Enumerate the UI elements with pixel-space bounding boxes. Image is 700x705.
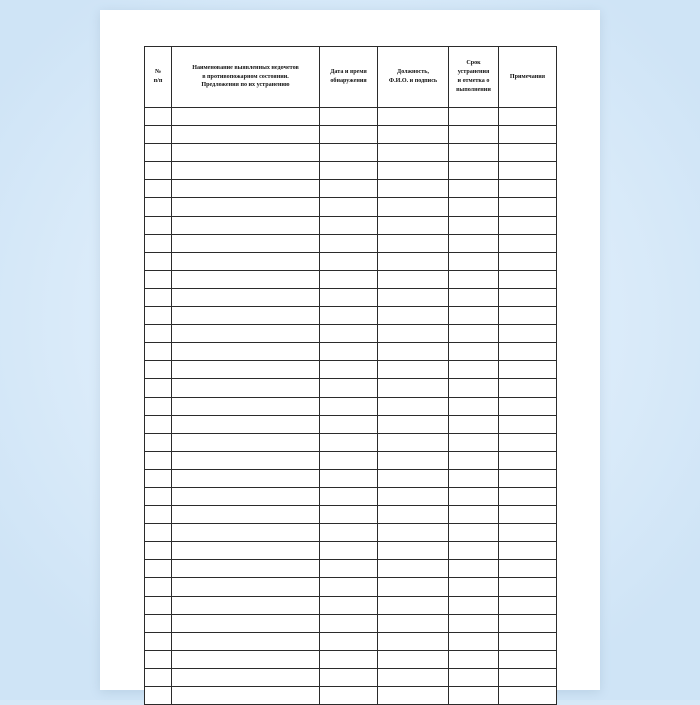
column-header-person-line2: Ф.И.О. и подпись xyxy=(388,78,438,84)
sheet-content xyxy=(144,46,556,705)
table-cell-deadline[interactable] xyxy=(449,343,499,361)
table-cell-description[interactable] xyxy=(172,506,320,524)
table-cell-description[interactable] xyxy=(172,650,320,668)
table-cell-datetime[interactable] xyxy=(320,632,378,650)
table-cell-num[interactable] xyxy=(145,144,172,162)
table-cell-notes[interactable] xyxy=(499,668,557,686)
table-cell-person[interactable] xyxy=(378,687,449,705)
table-cell-description[interactable] xyxy=(172,198,320,216)
table-cell-deadline[interactable] xyxy=(449,198,499,216)
table-cell-person[interactable] xyxy=(378,451,449,469)
table-cell-person[interactable] xyxy=(378,343,449,361)
table-cell-notes[interactable] xyxy=(499,162,557,180)
table-cell-description[interactable] xyxy=(172,216,320,234)
table-cell-datetime[interactable] xyxy=(320,288,378,306)
column-header-description-line1: Наименование выявленных недочетов xyxy=(192,64,299,71)
table-cell-datetime[interactable] xyxy=(320,252,378,270)
table-row[interactable] xyxy=(145,596,557,614)
table-cell-description[interactable] xyxy=(172,614,320,632)
table-cell-datetime[interactable] xyxy=(320,343,378,361)
table-cell-notes[interactable] xyxy=(499,451,557,469)
table-cell-num[interactable] xyxy=(145,108,172,126)
table-cell-num[interactable] xyxy=(145,687,172,705)
table-cell-deadline[interactable] xyxy=(449,397,499,415)
table-cell-datetime[interactable] xyxy=(320,560,378,578)
table-row[interactable] xyxy=(145,524,557,542)
table-cell-notes[interactable] xyxy=(499,270,557,288)
table-cell-notes[interactable] xyxy=(499,415,557,433)
table-cell-notes[interactable] xyxy=(499,307,557,325)
table-cell-datetime[interactable] xyxy=(320,668,378,686)
table-cell-notes[interactable] xyxy=(499,433,557,451)
table-cell-description[interactable] xyxy=(172,433,320,451)
table-cell-num[interactable] xyxy=(145,288,172,306)
table-row[interactable] xyxy=(145,234,557,252)
table-cell-deadline[interactable] xyxy=(449,632,499,650)
table-cell-deadline[interactable] xyxy=(449,451,499,469)
table-cell-num[interactable] xyxy=(145,632,172,650)
table-cell-deadline[interactable] xyxy=(449,126,499,144)
table-cell-description[interactable] xyxy=(172,325,320,343)
table-cell-notes[interactable] xyxy=(499,687,557,705)
table-cell-description[interactable] xyxy=(172,451,320,469)
table-cell-deadline[interactable] xyxy=(449,614,499,632)
table-cell-num[interactable] xyxy=(145,252,172,270)
table-cell-person[interactable] xyxy=(378,361,449,379)
table-cell-description[interactable] xyxy=(172,288,320,306)
table-cell-datetime[interactable] xyxy=(320,469,378,487)
table-cell-notes[interactable] xyxy=(499,650,557,668)
table-cell-num[interactable] xyxy=(145,668,172,686)
table-cell-num[interactable] xyxy=(145,542,172,560)
table-cell-deadline[interactable] xyxy=(449,668,499,686)
table-row[interactable] xyxy=(145,162,557,180)
table-row[interactable] xyxy=(145,506,557,524)
table-cell-person[interactable] xyxy=(378,397,449,415)
column-header-num-line1: № xyxy=(154,69,162,76)
table-cell-deadline[interactable] xyxy=(449,560,499,578)
column-header-deadline xyxy=(449,47,499,108)
table-cell-person[interactable] xyxy=(378,578,449,596)
table-cell-notes[interactable] xyxy=(499,524,557,542)
table-cell-deadline[interactable] xyxy=(449,307,499,325)
table-cell-notes[interactable] xyxy=(499,379,557,397)
table-cell-datetime[interactable] xyxy=(320,126,378,144)
table-header-row xyxy=(145,47,557,108)
table-cell-person[interactable] xyxy=(378,162,449,180)
table-cell-num[interactable] xyxy=(145,379,172,397)
table-cell-datetime[interactable] xyxy=(320,108,378,126)
table-cell-num[interactable] xyxy=(145,415,172,433)
table-cell-notes[interactable] xyxy=(499,614,557,632)
table-cell-num[interactable] xyxy=(145,270,172,288)
table-cell-notes[interactable] xyxy=(499,506,557,524)
table-cell-datetime[interactable] xyxy=(320,524,378,542)
table-cell-datetime[interactable] xyxy=(320,397,378,415)
table-cell-datetime[interactable] xyxy=(320,506,378,524)
table-row[interactable] xyxy=(145,614,557,632)
table-cell-description[interactable] xyxy=(172,379,320,397)
table-cell-num[interactable] xyxy=(145,234,172,252)
table-cell-person[interactable] xyxy=(378,560,449,578)
table-cell-datetime[interactable] xyxy=(320,614,378,632)
table-cell-deadline[interactable] xyxy=(449,415,499,433)
table-cell-notes[interactable] xyxy=(499,252,557,270)
table-cell-person[interactable] xyxy=(378,216,449,234)
table-cell-description[interactable] xyxy=(172,162,320,180)
table-cell-deadline[interactable] xyxy=(449,234,499,252)
table-cell-description[interactable] xyxy=(172,469,320,487)
table-cell-description[interactable] xyxy=(172,560,320,578)
table-cell-notes[interactable] xyxy=(499,343,557,361)
table-cell-deadline[interactable] xyxy=(449,469,499,487)
table-cell-datetime[interactable] xyxy=(320,216,378,234)
table-row[interactable] xyxy=(145,252,557,270)
table-header xyxy=(145,47,557,108)
table-cell-deadline[interactable] xyxy=(449,108,499,126)
table-row[interactable] xyxy=(145,451,557,469)
table-cell-num[interactable] xyxy=(145,361,172,379)
table-cell-person[interactable] xyxy=(378,379,449,397)
table-row[interactable] xyxy=(145,578,557,596)
table-cell-num[interactable] xyxy=(145,325,172,343)
table-cell-num[interactable] xyxy=(145,397,172,415)
table-row[interactable] xyxy=(145,126,557,144)
table-cell-num[interactable] xyxy=(145,198,172,216)
table-row[interactable] xyxy=(145,687,557,705)
table-cell-deadline[interactable] xyxy=(449,650,499,668)
table-cell-deadline[interactable] xyxy=(449,687,499,705)
table-cell-deadline[interactable] xyxy=(449,270,499,288)
table-cell-deadline[interactable] xyxy=(449,433,499,451)
table-row[interactable] xyxy=(145,469,557,487)
column-header-notes-line1: Примечания xyxy=(509,73,546,80)
table-cell-datetime[interactable] xyxy=(320,325,378,343)
table-cell-deadline[interactable] xyxy=(449,379,499,397)
table-cell-deadline[interactable] xyxy=(449,180,499,198)
table-row[interactable] xyxy=(145,343,557,361)
table-cell-num[interactable] xyxy=(145,614,172,632)
table-cell-notes[interactable] xyxy=(499,198,557,216)
table-row[interactable] xyxy=(145,288,557,306)
table-cell-description[interactable] xyxy=(172,126,320,144)
table-cell-deadline[interactable] xyxy=(449,325,499,343)
table-cell-person[interactable] xyxy=(378,542,449,560)
table-cell-datetime[interactable] xyxy=(320,180,378,198)
table-cell-num[interactable] xyxy=(145,307,172,325)
table-row[interactable] xyxy=(145,361,557,379)
column-header-person-line1: Должность, xyxy=(397,69,429,76)
table-cell-notes[interactable] xyxy=(499,234,557,252)
column-header-description xyxy=(172,47,320,108)
table-cell-num[interactable] xyxy=(145,506,172,524)
table-cell-num[interactable] xyxy=(145,180,172,198)
paper-sheet xyxy=(100,10,600,690)
table-cell-description[interactable] xyxy=(172,415,320,433)
table-row[interactable] xyxy=(145,415,557,433)
table-cell-deadline[interactable] xyxy=(449,361,499,379)
table-cell-datetime[interactable] xyxy=(320,162,378,180)
table-cell-person[interactable] xyxy=(378,487,449,505)
table-cell-description[interactable] xyxy=(172,542,320,560)
column-header-description-line2: в противопожарном состоянии. xyxy=(202,73,289,80)
table-cell-notes[interactable] xyxy=(499,596,557,614)
table-row[interactable] xyxy=(145,433,557,451)
column-header-datetime-line2: обнаружения xyxy=(330,78,367,84)
table-cell-description[interactable] xyxy=(172,668,320,686)
table-cell-deadline[interactable] xyxy=(449,252,499,270)
table-row[interactable] xyxy=(145,325,557,343)
table-row[interactable] xyxy=(145,668,557,686)
table-cell-deadline[interactable] xyxy=(449,596,499,614)
column-header-deadline-line2: устранения xyxy=(457,69,490,76)
table-cell-notes[interactable] xyxy=(499,487,557,505)
table-cell-deadline[interactable] xyxy=(449,542,499,560)
table-cell-description[interactable] xyxy=(172,343,320,361)
table-cell-notes[interactable] xyxy=(499,469,557,487)
table-row[interactable] xyxy=(145,108,557,126)
table-cell-description[interactable] xyxy=(172,687,320,705)
table-cell-description[interactable] xyxy=(172,234,320,252)
table-cell-num[interactable] xyxy=(145,162,172,180)
column-header-num-line2: п/п xyxy=(153,78,163,84)
table-cell-notes[interactable] xyxy=(499,542,557,560)
table-cell-person[interactable] xyxy=(378,126,449,144)
table-cell-person[interactable] xyxy=(378,668,449,686)
table-cell-notes[interactable] xyxy=(499,126,557,144)
table-cell-notes[interactable] xyxy=(499,108,557,126)
table-cell-description[interactable] xyxy=(172,524,320,542)
table-row[interactable] xyxy=(145,198,557,216)
table-cell-datetime[interactable] xyxy=(320,578,378,596)
table-body xyxy=(145,108,557,705)
journal-table xyxy=(144,46,557,705)
table-cell-description[interactable] xyxy=(172,252,320,270)
table-cell-deadline[interactable] xyxy=(449,524,499,542)
column-header-notes xyxy=(499,47,557,108)
table-cell-datetime[interactable] xyxy=(320,650,378,668)
table-row[interactable] xyxy=(145,487,557,505)
table-cell-datetime[interactable] xyxy=(320,415,378,433)
column-header-num xyxy=(145,47,172,108)
table-cell-description[interactable] xyxy=(172,307,320,325)
table-cell-deadline[interactable] xyxy=(449,144,499,162)
table-cell-datetime[interactable] xyxy=(320,144,378,162)
table-cell-notes[interactable] xyxy=(499,216,557,234)
table-cell-notes[interactable] xyxy=(499,361,557,379)
table-cell-person[interactable] xyxy=(378,469,449,487)
table-cell-description[interactable] xyxy=(172,108,320,126)
table-cell-notes[interactable] xyxy=(499,397,557,415)
table-cell-num[interactable] xyxy=(145,343,172,361)
column-header-description-line3: Предложения по их устранению xyxy=(201,82,290,89)
table-row[interactable] xyxy=(145,379,557,397)
table-row[interactable] xyxy=(145,180,557,198)
column-header-deadline-line4: выполнении xyxy=(456,86,491,93)
table-cell-person[interactable] xyxy=(378,108,449,126)
table-cell-description[interactable] xyxy=(172,487,320,505)
table-cell-person[interactable] xyxy=(378,596,449,614)
table-cell-deadline[interactable] xyxy=(449,216,499,234)
table-cell-description[interactable] xyxy=(172,578,320,596)
table-cell-num[interactable] xyxy=(145,451,172,469)
table-cell-person[interactable] xyxy=(378,506,449,524)
column-header-person xyxy=(378,47,449,108)
column-header-datetime-line1: Дата и время xyxy=(330,69,367,76)
table-cell-description[interactable] xyxy=(172,596,320,614)
table-cell-datetime[interactable] xyxy=(320,270,378,288)
table-cell-datetime[interactable] xyxy=(320,198,378,216)
table-cell-person[interactable] xyxy=(378,144,449,162)
table-row[interactable] xyxy=(145,397,557,415)
table-row[interactable] xyxy=(145,542,557,560)
table-cell-person[interactable] xyxy=(378,415,449,433)
table-cell-description[interactable] xyxy=(172,270,320,288)
table-cell-notes[interactable] xyxy=(499,144,557,162)
table-cell-notes[interactable] xyxy=(499,325,557,343)
table-row[interactable] xyxy=(145,650,557,668)
table-cell-num[interactable] xyxy=(145,524,172,542)
table-cell-num[interactable] xyxy=(145,578,172,596)
table-cell-person[interactable] xyxy=(378,632,449,650)
table-cell-datetime[interactable] xyxy=(320,379,378,397)
table-cell-person[interactable] xyxy=(378,180,449,198)
table-cell-description[interactable] xyxy=(172,144,320,162)
table-cell-num[interactable] xyxy=(145,560,172,578)
table-cell-notes[interactable] xyxy=(499,632,557,650)
table-cell-person[interactable] xyxy=(378,433,449,451)
table-cell-deadline[interactable] xyxy=(449,487,499,505)
table-cell-person[interactable] xyxy=(378,270,449,288)
table-cell-person[interactable] xyxy=(378,234,449,252)
table-cell-person[interactable] xyxy=(378,524,449,542)
table-cell-notes[interactable] xyxy=(499,560,557,578)
table-cell-num[interactable] xyxy=(145,650,172,668)
table-cell-notes[interactable] xyxy=(499,288,557,306)
table-cell-person[interactable] xyxy=(378,252,449,270)
table-row[interactable] xyxy=(145,270,557,288)
table-cell-num[interactable] xyxy=(145,216,172,234)
column-header-datetime xyxy=(320,47,378,108)
table-cell-deadline[interactable] xyxy=(449,578,499,596)
table-cell-num[interactable] xyxy=(145,469,172,487)
table-row[interactable] xyxy=(145,560,557,578)
table-cell-person[interactable] xyxy=(378,614,449,632)
table-cell-description[interactable] xyxy=(172,397,320,415)
table-cell-datetime[interactable] xyxy=(320,687,378,705)
column-header-deadline-line3: и отметка о xyxy=(457,78,490,84)
table-cell-person[interactable] xyxy=(378,288,449,306)
table-cell-datetime[interactable] xyxy=(320,487,378,505)
table-cell-deadline[interactable] xyxy=(449,162,499,180)
table-cell-datetime[interactable] xyxy=(320,451,378,469)
table-cell-num[interactable] xyxy=(145,487,172,505)
table-row[interactable] xyxy=(145,144,557,162)
table-cell-datetime[interactable] xyxy=(320,307,378,325)
table-cell-datetime[interactable] xyxy=(320,596,378,614)
table-cell-deadline[interactable] xyxy=(449,506,499,524)
table-cell-notes[interactable] xyxy=(499,578,557,596)
table-row[interactable] xyxy=(145,307,557,325)
table-row[interactable] xyxy=(145,216,557,234)
table-cell-num[interactable] xyxy=(145,126,172,144)
table-cell-datetime[interactable] xyxy=(320,433,378,451)
table-cell-description[interactable] xyxy=(172,180,320,198)
table-cell-notes[interactable] xyxy=(499,180,557,198)
table-cell-person[interactable] xyxy=(378,307,449,325)
table-cell-num[interactable] xyxy=(145,433,172,451)
table-cell-person[interactable] xyxy=(378,198,449,216)
table-cell-datetime[interactable] xyxy=(320,234,378,252)
table-cell-person[interactable] xyxy=(378,650,449,668)
column-header-deadline-line1: Срок xyxy=(466,60,481,67)
table-cell-datetime[interactable] xyxy=(320,361,378,379)
table-row[interactable] xyxy=(145,632,557,650)
table-cell-deadline[interactable] xyxy=(449,288,499,306)
table-cell-datetime[interactable] xyxy=(320,542,378,560)
table-cell-num[interactable] xyxy=(145,596,172,614)
table-cell-description[interactable] xyxy=(172,361,320,379)
table-cell-person[interactable] xyxy=(378,325,449,343)
table-cell-description[interactable] xyxy=(172,632,320,650)
